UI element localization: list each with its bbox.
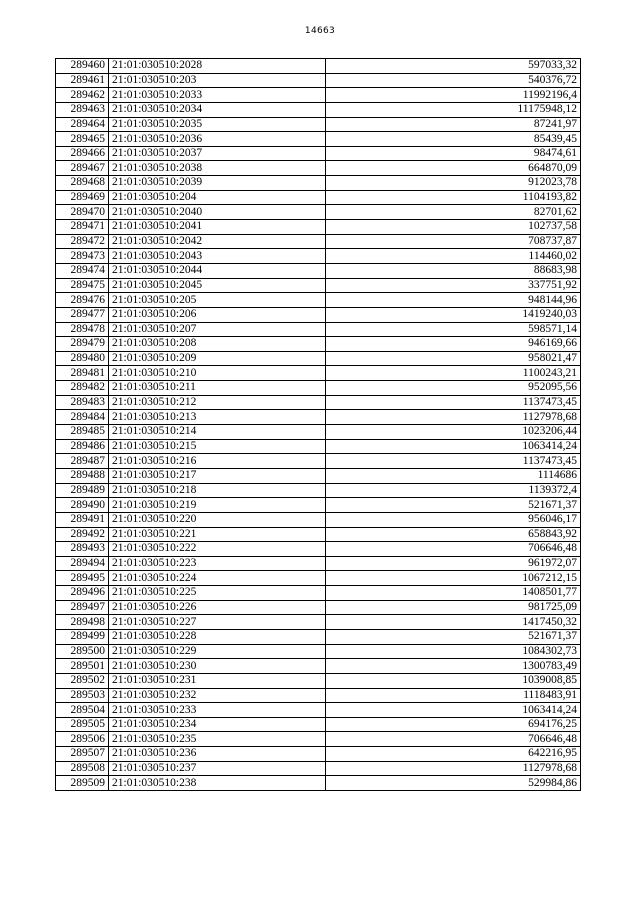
row-id-cell: 289467 xyxy=(56,161,109,176)
row-id-cell: 289487 xyxy=(56,454,109,469)
table-row xyxy=(56,703,581,718)
cadastral-number-cell: 21:01:030510:236 xyxy=(109,747,326,762)
cadastral-number-cell: 21:01:030510:235 xyxy=(109,732,326,747)
table-row xyxy=(56,381,581,396)
row-id-cell: 289460 xyxy=(56,59,109,74)
row-id-cell: 289506 xyxy=(56,732,109,747)
cadastral-value-cell: 948144,96 xyxy=(326,293,581,308)
cadastral-value-cell: 11175948,12 xyxy=(326,102,581,117)
cadastral-number-cell: 21:01:030510:237 xyxy=(109,761,326,776)
table-row xyxy=(56,600,581,615)
row-id-cell: 289466 xyxy=(56,146,109,161)
cadastral-number-cell: 21:01:030510:2036 xyxy=(109,132,326,147)
cadastral-number-cell: 21:01:030510:2038 xyxy=(109,161,326,176)
row-id-cell: 289468 xyxy=(56,176,109,191)
row-id-cell: 289479 xyxy=(56,337,109,352)
table-row xyxy=(56,278,581,293)
cadastral-number-cell: 21:01:030510:212 xyxy=(109,395,326,410)
table-row xyxy=(56,512,581,527)
row-id-cell: 289485 xyxy=(56,425,109,440)
cadastral-value-cell: 1300783,49 xyxy=(326,659,581,674)
row-id-cell: 289493 xyxy=(56,542,109,557)
table-row xyxy=(56,454,581,469)
cadastral-number-cell: 21:01:030510:233 xyxy=(109,703,326,718)
table-row xyxy=(56,263,581,278)
cadastral-value-cell: 694176,25 xyxy=(326,717,581,732)
row-id-cell: 289472 xyxy=(56,234,109,249)
table-row xyxy=(56,410,581,425)
cadastral-number-cell: 21:01:030510:2039 xyxy=(109,176,326,191)
page-number: 14663 xyxy=(304,26,336,36)
cadastral-value-cell: 114460,02 xyxy=(326,249,581,264)
cadastral-value-cell: 529984,86 xyxy=(326,776,581,791)
row-id-cell: 289507 xyxy=(56,747,109,762)
cadastral-number-cell: 21:01:030510:2035 xyxy=(109,117,326,132)
cadastral-value-cell: 952095,56 xyxy=(326,381,581,396)
cadastral-value-cell: 540376,72 xyxy=(326,73,581,88)
row-id-cell: 289498 xyxy=(56,615,109,630)
cadastral-number-cell: 21:01:030510:2034 xyxy=(109,102,326,117)
cadastral-value-cell: 1063414,24 xyxy=(326,703,581,718)
cadastral-number-cell: 21:01:030510:218 xyxy=(109,483,326,498)
cadastral-value-cell: 1067212,15 xyxy=(326,571,581,586)
table-row xyxy=(56,717,581,732)
cadastral-number-cell: 21:01:030510:203 xyxy=(109,73,326,88)
table-row xyxy=(56,322,581,337)
table-row xyxy=(56,234,581,249)
table-row xyxy=(56,337,581,352)
cadastral-value-cell: 706646,48 xyxy=(326,732,581,747)
row-id-cell: 289492 xyxy=(56,527,109,542)
row-id-cell: 289470 xyxy=(56,205,109,220)
table-row xyxy=(56,366,581,381)
cadastral-value-cell: 981725,09 xyxy=(326,600,581,615)
row-id-cell: 289499 xyxy=(56,629,109,644)
cadastral-value-cell: 1127978,68 xyxy=(326,761,581,776)
cadastral-value-cell: 642216,95 xyxy=(326,747,581,762)
table-row xyxy=(56,439,581,454)
cadastral-number-cell: 21:01:030510:210 xyxy=(109,366,326,381)
table-row xyxy=(56,571,581,586)
cadastral-value-cell: 98474,61 xyxy=(326,146,581,161)
row-id-cell: 289475 xyxy=(56,278,109,293)
cadastral-number-cell: 21:01:030510:211 xyxy=(109,381,326,396)
row-id-cell: 289464 xyxy=(56,117,109,132)
cadastral-value-cell: 1139372,4 xyxy=(326,483,581,498)
table-row xyxy=(56,615,581,630)
row-id-cell: 289490 xyxy=(56,498,109,513)
table-row xyxy=(56,293,581,308)
row-id-cell: 289478 xyxy=(56,322,109,337)
row-id-cell: 289489 xyxy=(56,483,109,498)
cadastral-number-cell: 21:01:030510:227 xyxy=(109,615,326,630)
table-row xyxy=(56,688,581,703)
cadastral-number-cell: 21:01:030510:214 xyxy=(109,425,326,440)
cadastral-value-cell: 1419240,03 xyxy=(326,307,581,322)
cadastral-value-cell: 1127978,68 xyxy=(326,410,581,425)
row-id-cell: 289471 xyxy=(56,220,109,235)
row-id-cell: 289502 xyxy=(56,673,109,688)
table-row xyxy=(56,527,581,542)
cadastral-value-cell: 1118483,91 xyxy=(326,688,581,703)
row-id-cell: 289483 xyxy=(56,395,109,410)
table-row xyxy=(56,468,581,483)
row-id-cell: 289497 xyxy=(56,600,109,615)
cadastral-value-cell: 85439,45 xyxy=(326,132,581,147)
cadastral-value-cell: 88683,98 xyxy=(326,263,581,278)
cadastral-number-cell: 21:01:030510:2044 xyxy=(109,263,326,278)
cadastral-number-cell: 21:01:030510:222 xyxy=(109,542,326,557)
table-row xyxy=(56,205,581,220)
cadastral-value-cell: 1023206,44 xyxy=(326,425,581,440)
table-row xyxy=(56,59,581,74)
cadastral-number-cell: 21:01:030510:230 xyxy=(109,659,326,674)
cadastral-value-cell: 912023,78 xyxy=(326,176,581,191)
table-body xyxy=(56,59,581,791)
cadastral-number-cell: 21:01:030510:209 xyxy=(109,351,326,366)
cadastral-value-cell: 658843,92 xyxy=(326,527,581,542)
table-row xyxy=(56,747,581,762)
cadastral-number-cell: 21:01:030510:228 xyxy=(109,629,326,644)
cadastral-value-cell: 1114686 xyxy=(326,468,581,483)
cadastral-number-cell: 21:01:030510:229 xyxy=(109,644,326,659)
row-id-cell: 289501 xyxy=(56,659,109,674)
row-id-cell: 289500 xyxy=(56,644,109,659)
cadastral-number-cell: 21:01:030510:2041 xyxy=(109,220,326,235)
cadastral-number-cell: 21:01:030510:2045 xyxy=(109,278,326,293)
cadastral-value-cell: 958021,47 xyxy=(326,351,581,366)
cadastral-value-cell: 1039008,85 xyxy=(326,673,581,688)
row-id-cell: 289504 xyxy=(56,703,109,718)
cadastral-value-cell: 82701,62 xyxy=(326,205,581,220)
cadastral-value-cell: 946169,66 xyxy=(326,337,581,352)
row-id-cell: 289509 xyxy=(56,776,109,791)
row-id-cell: 289486 xyxy=(56,439,109,454)
cadastral-value-cell: 102737,58 xyxy=(326,220,581,235)
row-id-cell: 289474 xyxy=(56,263,109,278)
cadastral-value-cell: 708737,87 xyxy=(326,234,581,249)
cadastral-number-cell: 21:01:030510:206 xyxy=(109,307,326,322)
table-row xyxy=(56,732,581,747)
table-row xyxy=(56,498,581,513)
cadastral-value-cell: 337751,92 xyxy=(326,278,581,293)
cadastral-value-cell: 706646,48 xyxy=(326,542,581,557)
row-id-cell: 289480 xyxy=(56,351,109,366)
cadastral-number-cell: 21:01:030510:224 xyxy=(109,571,326,586)
cadastral-value-cell: 1063414,24 xyxy=(326,439,581,454)
cadastral-value-cell: 598571,14 xyxy=(326,322,581,337)
table-row xyxy=(56,220,581,235)
row-id-cell: 289488 xyxy=(56,468,109,483)
cadastral-number-cell: 21:01:030510:2028 xyxy=(109,59,326,74)
cadastral-number-cell: 21:01:030510:207 xyxy=(109,322,326,337)
cadastral-number-cell: 21:01:030510:234 xyxy=(109,717,326,732)
cadastral-number-cell: 21:01:030510:208 xyxy=(109,337,326,352)
cadastral-number-cell: 21:01:030510:217 xyxy=(109,468,326,483)
row-id-cell: 289463 xyxy=(56,102,109,117)
cadastral-number-cell: 21:01:030510:2033 xyxy=(109,88,326,103)
table-row xyxy=(56,117,581,132)
table-row xyxy=(56,102,581,117)
row-id-cell: 289461 xyxy=(56,73,109,88)
cadastral-value-cell: 11992196,4 xyxy=(326,88,581,103)
cadastral-value-cell: 1137473,45 xyxy=(326,395,581,410)
cadastral-value-cell: 521671,37 xyxy=(326,629,581,644)
cadastral-number-cell: 21:01:030510:226 xyxy=(109,600,326,615)
cadastral-value-cell: 961972,07 xyxy=(326,556,581,571)
table-row xyxy=(56,776,581,791)
cadastral-value-cell: 956046,17 xyxy=(326,512,581,527)
row-id-cell: 289482 xyxy=(56,381,109,396)
cadastral-number-cell: 21:01:030510:2040 xyxy=(109,205,326,220)
cadastral-number-cell: 21:01:030510:225 xyxy=(109,586,326,601)
cadastral-value-cell: 1417450,32 xyxy=(326,615,581,630)
table-row xyxy=(56,629,581,644)
cadastral-value-cell: 1084302,73 xyxy=(326,644,581,659)
cadastral-number-cell: 21:01:030510:2043 xyxy=(109,249,326,264)
cadastral-number-cell: 21:01:030510:216 xyxy=(109,454,326,469)
row-id-cell: 289508 xyxy=(56,761,109,776)
table-row xyxy=(56,132,581,147)
cadastral-value-cell: 1137473,45 xyxy=(326,454,581,469)
cadastral-value-cell: 597033,32 xyxy=(326,59,581,74)
table-row xyxy=(56,190,581,205)
cadastral-number-cell: 21:01:030510:238 xyxy=(109,776,326,791)
row-id-cell: 289496 xyxy=(56,586,109,601)
table-row xyxy=(56,586,581,601)
cadastral-number-cell: 21:01:030510:220 xyxy=(109,512,326,527)
row-id-cell: 289491 xyxy=(56,512,109,527)
row-id-cell: 289476 xyxy=(56,293,109,308)
cadastral-value-cell: 1408501,77 xyxy=(326,586,581,601)
table-row xyxy=(56,556,581,571)
table-row xyxy=(56,161,581,176)
cadastral-number-cell: 21:01:030510:2037 xyxy=(109,146,326,161)
row-id-cell: 289494 xyxy=(56,556,109,571)
table-row xyxy=(56,249,581,264)
cadastral-value-cell: 521671,37 xyxy=(326,498,581,513)
cadastral-number-cell: 21:01:030510:204 xyxy=(109,190,326,205)
table-row xyxy=(56,395,581,410)
table-row xyxy=(56,673,581,688)
cadastral-number-cell: 21:01:030510:232 xyxy=(109,688,326,703)
table-row xyxy=(56,659,581,674)
table-row xyxy=(56,73,581,88)
cadastral-number-cell: 21:01:030510:215 xyxy=(109,439,326,454)
table-row xyxy=(56,644,581,659)
cadastral-value-table xyxy=(55,58,581,791)
cadastral-number-cell: 21:01:030510:213 xyxy=(109,410,326,425)
cadastral-number-cell: 21:01:030510:221 xyxy=(109,527,326,542)
table-row xyxy=(56,88,581,103)
cadastral-value-cell: 1100243,21 xyxy=(326,366,581,381)
table-row xyxy=(56,351,581,366)
row-id-cell: 289473 xyxy=(56,249,109,264)
table-row xyxy=(56,542,581,557)
table-row xyxy=(56,176,581,191)
row-id-cell: 289484 xyxy=(56,410,109,425)
cadastral-value-cell: 664870,09 xyxy=(326,161,581,176)
table-row xyxy=(56,761,581,776)
row-id-cell: 289505 xyxy=(56,717,109,732)
cadastral-number-cell: 21:01:030510:231 xyxy=(109,673,326,688)
cadastral-value-cell: 1104193,82 xyxy=(326,190,581,205)
row-id-cell: 289495 xyxy=(56,571,109,586)
cadastral-number-cell: 21:01:030510:223 xyxy=(109,556,326,571)
cadastral-number-cell: 21:01:030510:205 xyxy=(109,293,326,308)
cadastral-number-cell: 21:01:030510:2042 xyxy=(109,234,326,249)
row-id-cell: 289469 xyxy=(56,190,109,205)
row-id-cell: 289465 xyxy=(56,132,109,147)
cadastral-number-cell: 21:01:030510:219 xyxy=(109,498,326,513)
row-id-cell: 289481 xyxy=(56,366,109,381)
table-row xyxy=(56,425,581,440)
row-id-cell: 289503 xyxy=(56,688,109,703)
table-row xyxy=(56,307,581,322)
cadastral-value-cell: 87241,97 xyxy=(326,117,581,132)
table-row xyxy=(56,483,581,498)
row-id-cell: 289462 xyxy=(56,88,109,103)
table-row xyxy=(56,146,581,161)
row-id-cell: 289477 xyxy=(56,307,109,322)
